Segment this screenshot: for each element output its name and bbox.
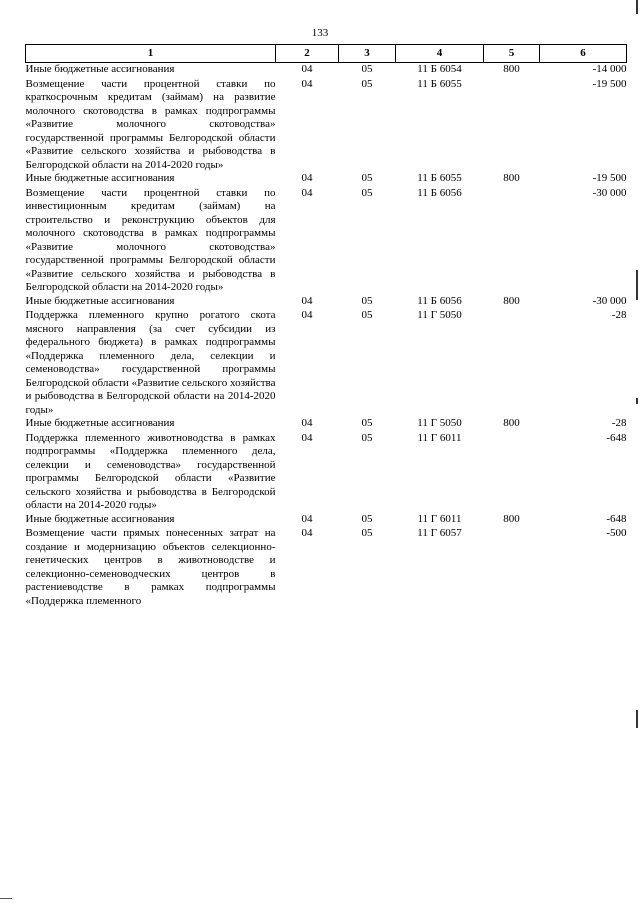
- row-subsection: 05: [361, 309, 373, 321]
- row-name: Поддержка племенного животноводства в рамках подпрограммы «Поддержка племенного дела, селекции и семеноводства» государственной программы Белгородской области «Развитие сельского хозяйства и рыбоводства в Белгородской области на 2014-2020 годы»: [25, 431, 276, 511]
- row-expense-type: [484, 526, 540, 608]
- table-row: [26, 295, 627, 309]
- row-name: Иные бюджетные ассигнования: [25, 417, 175, 429]
- table-row: [26, 513, 627, 527]
- row-name: Иные бюджетные ассигнования: [25, 512, 175, 525]
- row-expense-type: [484, 77, 540, 173]
- row-subsection: 05: [361, 417, 373, 429]
- row-subsection: 05: [361, 186, 373, 199]
- table-row: [26, 77, 627, 173]
- table-row: [26, 417, 627, 431]
- page-number: 133: [311, 27, 329, 39]
- row-target-code: 11 Б 6055: [417, 172, 462, 184]
- row-target-code: 11 Б 6054: [417, 63, 462, 75]
- row-subsection: 05: [361, 77, 373, 90]
- row-expense-type: [484, 431, 540, 513]
- row-section: 04: [301, 527, 313, 539]
- scan-edge-mark: [636, 270, 638, 300]
- row-expense-type: 800: [503, 512, 520, 525]
- row-name: Поддержка племенного крупно рогатого скота мясного направления (за счет субсидии из федерального бюджета) в рамках подпрограммы «Поддержка племенного дела, селекции и семеноводства» государственной программы Белгородской области «Развитие сельского хозяйства и рыбоводства в Белгородской области на 2014-2020 годы»: [25, 309, 276, 416]
- column-header: 5: [484, 45, 540, 63]
- row-section: 04: [301, 63, 313, 75]
- row-target-code: 11 Б 6055: [417, 77, 462, 90]
- row-name: Иные бюджетные ассигнования: [25, 294, 175, 307]
- table-row: [26, 186, 627, 295]
- scan-edge-mark: [636, 710, 638, 728]
- row-target-code: 11 Г 6011: [417, 512, 462, 525]
- row-subsection: 05: [361, 294, 373, 307]
- column-header: 6: [540, 45, 627, 63]
- row-name: Иные бюджетные ассигнования: [25, 63, 175, 75]
- table-row: [26, 63, 627, 77]
- row-target-code: 11 Б 6056: [417, 294, 462, 307]
- table-row: [26, 526, 627, 608]
- row-subsection: 05: [361, 431, 373, 444]
- row-target-code: 11 Г 5050: [417, 417, 462, 429]
- row-target-code: 11 Г 6011: [417, 431, 462, 444]
- row-expense-type: 800: [503, 172, 520, 184]
- column-header: 3: [339, 45, 396, 63]
- column-header: 2: [276, 45, 339, 63]
- row-amount: -30 000: [592, 294, 627, 307]
- row-subsection: 05: [361, 527, 373, 539]
- row-amount: -648: [606, 512, 627, 525]
- row-subsection: 05: [361, 63, 373, 75]
- row-expense-type: [484, 186, 540, 295]
- column-header: 1: [26, 45, 276, 63]
- table-row: [26, 308, 627, 417]
- row-expense-type: 800: [503, 417, 520, 429]
- row-amount: -14 000: [592, 63, 627, 75]
- column-header: 4: [396, 45, 484, 63]
- row-expense-type: 800: [503, 294, 520, 307]
- row-subsection: 05: [361, 512, 373, 525]
- row-name: Возмещение части процентной ставки по краткосрочным кредитам (займам) на развитие молочного скотоводства в рамках подпрограммы «Развитие молочного скотоводства» государственной программы Белгородской области «Развитие сельского хозяйства и рыбоводства в Белгородской области на 2014-2020 годы»: [25, 77, 276, 171]
- row-section: 04: [301, 309, 313, 321]
- scan-edge-mark: [636, 0, 638, 14]
- table-body: [26, 63, 627, 609]
- table-header-row: [26, 45, 627, 63]
- row-section: 04: [301, 512, 313, 525]
- row-target-code: 11 Г 6057: [417, 527, 462, 539]
- row-target-code: 11 Б 6056: [417, 186, 462, 199]
- row-amount: -30 000: [592, 186, 627, 199]
- row-name: Возмещение части процентной ставки по инвестиционным кредитам (займам) на строительство и реконструкцию объектов для молочного скотоводства в рамках подпрограммы «Развитие молочного скотоводства» государственной программы Белгородской области «Развитие сельского хозяйства и рыбоводства в Белгородской области на 2014-2020 годы»: [25, 186, 276, 293]
- row-name: Возмещение части прямых понесенных затрат на создание и модернизацию объектов селекционно-генетических центров в животноводстве и селекционно-семеноводческих центров в растениеводстве в рамках подпрограммы «Поддержка племенного: [25, 527, 276, 607]
- row-amount: -500: [606, 527, 627, 539]
- row-amount: -28: [611, 309, 627, 321]
- row-section: 04: [301, 77, 313, 90]
- row-expense-type: [484, 308, 540, 417]
- table-row: [26, 431, 627, 513]
- scan-edge-mark: [0, 898, 12, 899]
- row-section: 04: [301, 172, 313, 184]
- row-amount: -19 500: [592, 172, 627, 184]
- row-section: 04: [301, 417, 313, 429]
- row-amount: -19 500: [592, 77, 627, 90]
- row-name: Иные бюджетные ассигнования: [25, 172, 175, 184]
- row-target-code: 11 Г 5050: [417, 309, 462, 321]
- row-expense-type: 800: [503, 63, 520, 75]
- row-amount: -648: [606, 431, 627, 444]
- row-amount: -28: [611, 417, 627, 429]
- scan-edge-mark: [636, 398, 638, 404]
- row-subsection: 05: [361, 172, 373, 184]
- budget-table: [25, 44, 627, 608]
- row-section: 04: [301, 186, 313, 199]
- row-section: 04: [301, 294, 313, 307]
- table-row: [26, 172, 627, 186]
- row-section: 04: [301, 431, 313, 444]
